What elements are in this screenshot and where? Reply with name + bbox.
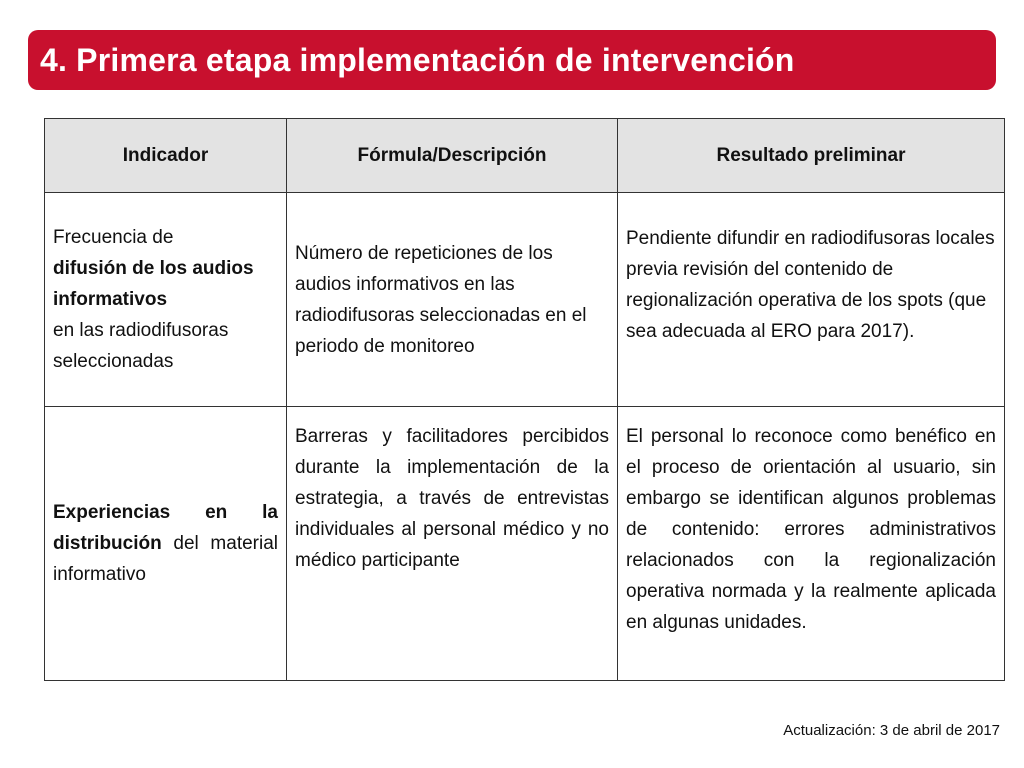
indicator-text: Frecuencia de [53,227,174,248]
table-header [45,119,1005,193]
header-result: Resultado preliminar [618,119,1005,193]
formula-cell [287,193,618,407]
result-cell [618,193,1005,407]
update-note: Actualización: 3 de abril de 2017 [783,722,1000,739]
result-cell [618,407,1005,681]
formula-text: Número de repeticiones de los audios informativos en las radiodifusoras seleccionadas en el periodo de monitoreo [295,242,587,357]
indicator-highlight: difusión de los audios informativos [53,258,254,310]
result-text: Pendiente difundir en radiodifusoras locales previa revisión del contenido de regionalización operativa de los spots (que sea adecuada al ERO para 2017). [626,228,995,342]
indicator-cell [45,407,287,681]
result-text: El personal lo reconoce como benéfico en el proceso de orientación al usuario, sin embargo se identifican algunos problemas de contenido: errores administrativos relacionados con la regionalización operativa normada y la realmente aplicada en algunas unidades. [626,426,996,633]
header-indicator: Indicador [45,119,287,193]
table-row [45,193,1005,407]
indicator-highlight: Experiencias en la distribución [53,502,278,554]
header-formula: Fórmula/Descripción [287,119,618,193]
title-banner [28,30,996,90]
formula-cell [287,407,618,681]
page-title: 4. Primera etapa implementación de intervención [40,41,795,78]
header-row [45,119,1005,193]
table-body [45,193,1005,681]
formula-text: Barreras y facilitadores percibidos durante la implementación de la estrategia, a través de entrevistas individuales al personal médico y no médico participante [295,426,609,571]
indicator-cell [45,193,287,407]
indicator-table [44,118,1005,681]
table-row [45,407,1005,681]
indicator-text: en las radiodifusoras seleccionadas [53,320,229,372]
indicator-text: del material informativo [53,533,278,585]
